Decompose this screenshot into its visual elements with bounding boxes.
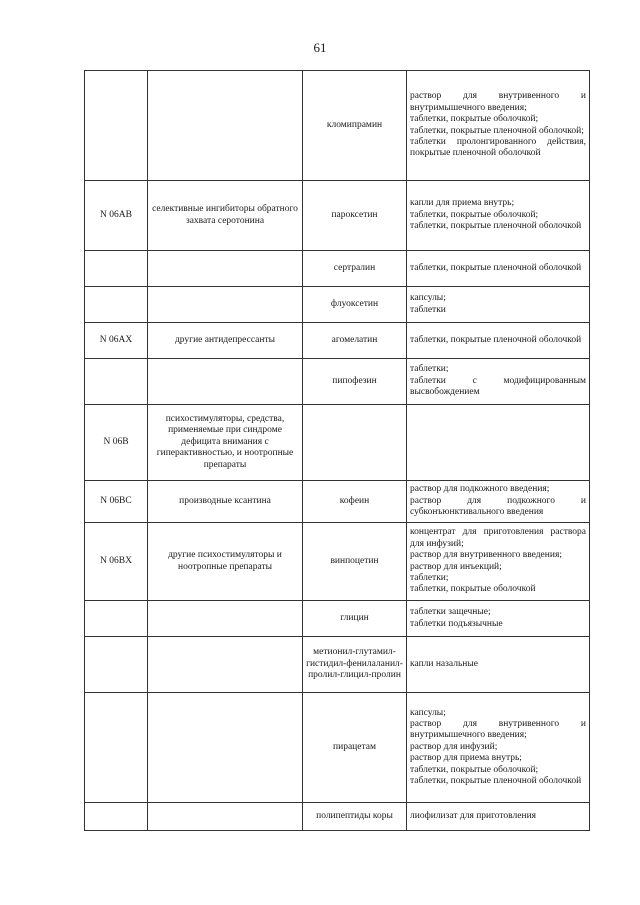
atc-group-cell: селективные ингибиторы обратного захвата серотонина <box>148 181 303 251</box>
table-row <box>85 601 590 637</box>
atc-code-cell: N 06AB <box>85 181 148 251</box>
dosage-form: таблетки, покрытые оболочкой; <box>410 209 539 220</box>
dosage-form: таблетки, покрытые оболочкой; <box>410 764 539 775</box>
drug-name-cell: пароксетин <box>303 181 407 251</box>
table-row <box>85 181 590 251</box>
dosage-form: таблетки; <box>410 364 449 375</box>
dosage-form: капсулы; <box>410 293 446 304</box>
dosage-form: таблетки, покрытые оболочкой; <box>410 114 539 125</box>
dosage-form: таблетки; <box>410 572 449 583</box>
dosage-forms-cell <box>407 523 590 601</box>
dosage-form: раствор для приема внутрь; <box>410 753 522 764</box>
table-row <box>85 803 590 831</box>
dosage-forms-cell <box>407 637 590 693</box>
atc-group-cell: производные ксантина <box>148 481 303 523</box>
atc-group-cell: психостимуляторы, средства, применяемые при синдроме дефицита внимания с гиперактивностью, и ноотропные препараты <box>148 405 303 481</box>
drug-name-cell: сертралин <box>303 251 407 287</box>
table-row <box>85 71 590 181</box>
atc-code-cell <box>85 693 148 803</box>
atc-code-cell <box>85 637 148 693</box>
atc-code-cell <box>85 71 148 181</box>
table-row <box>85 287 590 323</box>
dosage-form: таблетки <box>410 304 446 315</box>
dosage-forms-cell <box>407 481 590 523</box>
drug-name-cell: пирацетам <box>303 693 407 803</box>
atc-group-cell <box>148 693 303 803</box>
dosage-forms-cell <box>407 181 590 251</box>
atc-group-cell: другие антидепрессанты <box>148 323 303 359</box>
dosage-form: концентрат для приготовления раствора для инфузий; <box>410 527 586 549</box>
table-row <box>85 405 590 481</box>
atc-group-cell <box>148 359 303 405</box>
atc-group-cell <box>148 637 303 693</box>
drug-name-cell: полипептиды коры <box>303 803 407 831</box>
dosage-forms-cell <box>407 693 590 803</box>
dosage-forms-cell <box>407 251 590 287</box>
dosage-form: раствор для внутривенного введения; <box>410 550 562 561</box>
dosage-form: таблетки, покрытые оболочкой <box>410 584 536 595</box>
drug-name-cell: винпоцетин <box>303 523 407 601</box>
dosage-form: капли назальные <box>410 658 478 669</box>
dosage-form: раствор для внутривенного и внутримышечного введения; <box>410 91 586 113</box>
dosage-form: таблетки, покрытые пленочной оболочкой <box>410 334 582 345</box>
dosage-forms-cell <box>407 323 590 359</box>
table-row <box>85 693 590 803</box>
dosage-form: раствор для внутривенного и внутримышечного введения; <box>410 719 586 741</box>
drug-name-cell: кломипрамин <box>303 71 407 181</box>
table-row <box>85 323 590 359</box>
drug-name-cell: метионил-глутамил-гистидил-фенилаланил-пролил-глицил-пролин <box>303 637 407 693</box>
dosage-form: таблетки, покрытые пленочной оболочкой <box>410 775 582 786</box>
atc-code-cell: N 06AX <box>85 323 148 359</box>
atc-group-cell <box>148 287 303 323</box>
atc-group-cell <box>148 71 303 181</box>
dosage-forms-cell <box>407 803 590 831</box>
dosage-form: таблетки подъязычные <box>410 618 503 629</box>
dosage-form: таблетки пролонгированного действия, покрытые пленочной оболочкой <box>410 136 586 159</box>
page-number: 61 <box>313 40 327 55</box>
dosage-form: таблетки, покрытые пленочной оболочкой <box>410 262 582 273</box>
dosage-form: капсулы; <box>410 707 446 718</box>
dosage-form: раствор для инфузий; <box>410 741 498 752</box>
atc-code-cell: N 06BX <box>85 523 148 601</box>
dosage-form: раствор для инъекций; <box>410 561 502 572</box>
medication-table <box>84 70 590 831</box>
dosage-form: таблетки с модифицированным высвобождением <box>410 375 586 398</box>
drug-name-cell: пипофезин <box>303 359 407 405</box>
dosage-form: капли для приема внутрь; <box>410 198 515 209</box>
dosage-forms-cell <box>407 287 590 323</box>
atc-code-cell <box>85 803 148 831</box>
atc-code-cell: N 06BC <box>85 481 148 523</box>
dosage-form: раствор для подкожного введения; <box>410 484 550 495</box>
drug-name-cell <box>303 405 407 481</box>
dosage-form: таблетки, покрытые пленочной оболочкой <box>410 221 582 232</box>
table-row <box>85 481 590 523</box>
atc-code-cell <box>85 601 148 637</box>
atc-group-cell <box>148 601 303 637</box>
dosage-form: раствор для подкожного и субконъюнктивального введения <box>410 495 586 518</box>
atc-group-cell: другие психостимуляторы и ноотропные препараты <box>148 523 303 601</box>
dosage-forms-cell <box>407 71 590 181</box>
dosage-form: таблетки, покрытые пленочной оболочкой; <box>410 125 584 136</box>
dosage-form: лиофилизат для приготовления <box>410 810 537 821</box>
atc-code-cell: N 06B <box>85 405 148 481</box>
atc-group-cell <box>148 803 303 831</box>
atc-code-cell <box>85 251 148 287</box>
atc-group-cell <box>148 251 303 287</box>
atc-code-cell <box>85 359 148 405</box>
dosage-forms-cell <box>407 405 590 481</box>
dosage-forms-cell <box>407 359 590 405</box>
drug-name-cell: флуоксетин <box>303 287 407 323</box>
table-row <box>85 637 590 693</box>
dosage-form: таблетки защечные; <box>410 607 491 618</box>
table-row <box>85 523 590 601</box>
table-row <box>85 251 590 287</box>
drug-name-cell: кофеин <box>303 481 407 523</box>
drug-name-cell: агомелатин <box>303 323 407 359</box>
table-row <box>85 359 590 405</box>
atc-code-cell <box>85 287 148 323</box>
dosage-forms-cell <box>407 601 590 637</box>
drug-name-cell: глицин <box>303 601 407 637</box>
